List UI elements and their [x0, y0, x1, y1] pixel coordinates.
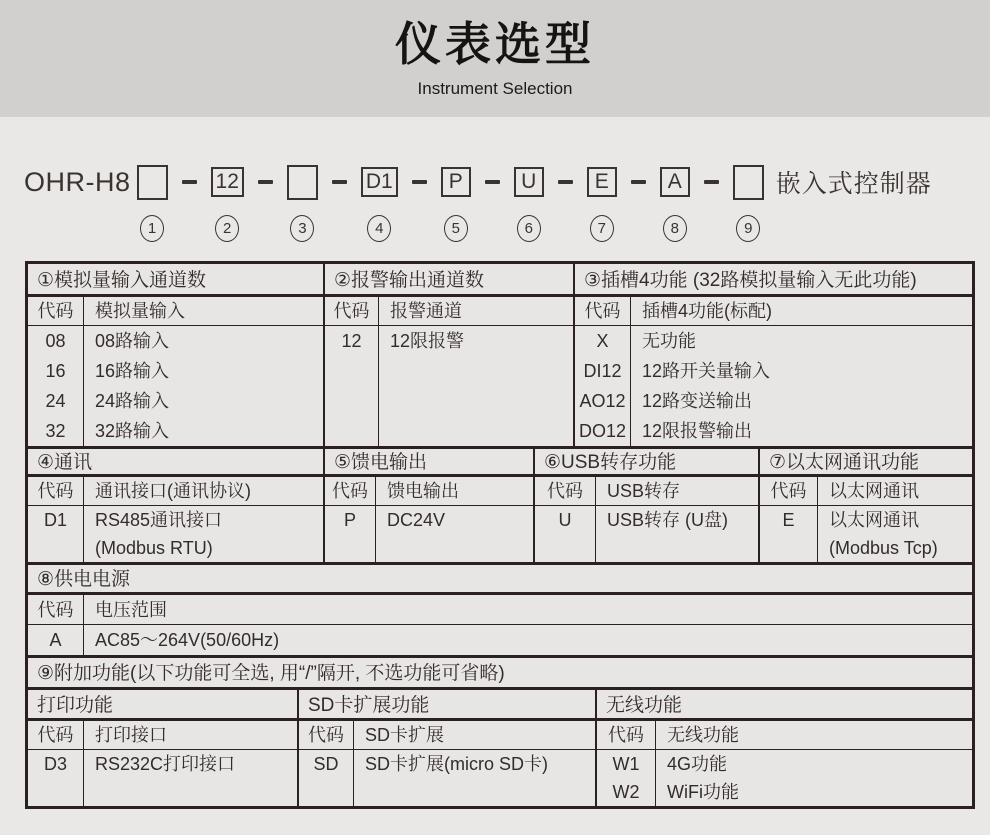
- code-cell: D1: [43, 510, 67, 530]
- circled-number-4: 4: [367, 215, 391, 242]
- desc-cell: (Modbus Tcp): [829, 538, 938, 558]
- subsection-title: 无线功能: [597, 690, 972, 721]
- circled-number-6: 6: [517, 215, 541, 242]
- selection-table: [25, 261, 975, 809]
- dash-seg: [398, 161, 441, 203]
- code-box-3: [287, 165, 318, 200]
- code-header: 代码: [575, 297, 630, 326]
- code-cell: X: [596, 331, 609, 351]
- desc-header: 模拟量输入: [84, 297, 323, 326]
- circled-number-1: 1: [140, 215, 164, 242]
- code-cell: W1: [612, 754, 640, 774]
- desc-cell: 16路输入: [95, 361, 170, 381]
- band-power-supply: [28, 562, 972, 655]
- code-cell: DO12: [578, 421, 627, 441]
- code-box-4: D1: [361, 167, 398, 197]
- dash-icon: [258, 180, 273, 184]
- model-segment-8: [660, 161, 690, 242]
- code-cell: AO12: [579, 391, 626, 411]
- code-header: 代码: [535, 477, 595, 506]
- code-cell: 08: [45, 331, 66, 351]
- section-alarm-output: [323, 264, 573, 446]
- subsection-title: SD卡扩展功能: [299, 690, 595, 721]
- desc-header: SD卡扩展: [354, 721, 595, 750]
- model-segment-2: [211, 161, 244, 242]
- code-cell: W2: [612, 782, 640, 802]
- circled-number-7: 7: [590, 215, 614, 242]
- code-cell: SD: [313, 754, 339, 774]
- desc-cell: WiFi功能: [667, 782, 739, 802]
- dash-seg: [690, 161, 733, 203]
- code-header: 代码: [299, 721, 353, 750]
- band-additional-functions: [28, 655, 972, 806]
- header-banner: [0, 0, 990, 117]
- model-segment-1: [137, 161, 168, 242]
- code-cell: U: [558, 510, 572, 530]
- dash-seg: [318, 161, 361, 203]
- desc-cell: 12路开关量输入: [642, 361, 771, 381]
- dash-icon: [182, 180, 197, 184]
- desc-header: 馈电输出: [376, 477, 533, 506]
- dash-icon: [631, 180, 646, 184]
- desc-cell: 无功能: [642, 331, 696, 351]
- code-cell: E: [782, 510, 795, 530]
- desc-cell: 12路变送输出: [642, 391, 753, 411]
- model-prefix-seg: [24, 161, 137, 203]
- model-segment-6: [514, 161, 544, 242]
- desc-header: 通讯接口(通讯协议): [84, 477, 323, 506]
- desc-cell: 32路输入: [95, 421, 170, 441]
- code-cell: A: [49, 630, 62, 650]
- dash-seg: [617, 161, 660, 203]
- section-title: ⑧供电电源: [28, 565, 972, 595]
- code-box-6: U: [514, 167, 544, 197]
- desc-cell: 12限报警输出: [642, 421, 753, 441]
- section-title: ②报警输出通道数: [325, 264, 573, 297]
- section-feed-output: [323, 449, 533, 562]
- section-title: ⑦以太网通讯功能: [760, 449, 972, 477]
- circled-number-3: 3: [290, 215, 314, 242]
- code-cell: 12: [341, 331, 362, 351]
- code-header: 代码: [760, 477, 817, 506]
- model-segment-4: [361, 161, 398, 242]
- desc-header: 插槽4功能(标配): [631, 297, 972, 326]
- subsection-title: 打印功能: [28, 690, 297, 721]
- code-header: 代码: [325, 477, 375, 506]
- code-header: 代码: [28, 477, 83, 506]
- code-box-7: E: [587, 167, 617, 197]
- desc-cell: AC85～264V(50/60Hz): [95, 630, 280, 650]
- code-cell: 16: [45, 361, 66, 381]
- dash-seg: [168, 161, 211, 203]
- desc-cell: 24路输入: [95, 391, 170, 411]
- desc-cell: DC24V: [387, 510, 446, 530]
- section-title: ⑨附加功能(以下功能可全选, 用“/”隔开, 不选功能可省略): [28, 658, 972, 690]
- model-suffix: 嵌入式控制器: [775, 170, 932, 198]
- dash-seg: [544, 161, 587, 203]
- model-segment-9: [733, 161, 764, 242]
- code-box-9: [733, 165, 764, 200]
- desc-header: 以太网通讯: [818, 477, 972, 506]
- code-box-2: 12: [211, 167, 244, 197]
- dash-icon: [558, 180, 573, 184]
- model-suffix-seg: [764, 161, 932, 203]
- code-header: 代码: [28, 595, 83, 625]
- desc-cell: 08路输入: [95, 331, 170, 351]
- model-segment-7: [587, 161, 617, 242]
- desc-header: 电压范围: [84, 595, 972, 625]
- desc-cell: (Modbus RTU): [95, 538, 213, 558]
- dash-seg: [244, 161, 287, 203]
- section-title: ①模拟量输入通道数: [28, 264, 323, 297]
- section-communication: [28, 449, 323, 562]
- code-cell: 24: [45, 391, 66, 411]
- code-cell: DI12: [583, 361, 622, 381]
- section-title: ⑥USB转存功能: [535, 449, 758, 477]
- section-title: ④通讯: [28, 449, 323, 477]
- section-analog-input: [28, 264, 323, 446]
- code-header: 代码: [597, 721, 655, 750]
- circled-number-8: 8: [663, 215, 687, 242]
- code-header: 代码: [325, 297, 378, 326]
- model-code-line: [0, 117, 990, 242]
- section-slot4: [573, 264, 972, 446]
- page-title: 仪表选型: [395, 18, 595, 70]
- dash-icon: [704, 180, 719, 184]
- desc-cell: 4G功能: [667, 754, 728, 774]
- circled-number-5: 5: [444, 215, 468, 242]
- dash-icon: [412, 180, 427, 184]
- code-box-1: [137, 165, 168, 200]
- section-sd-card: [297, 690, 595, 806]
- code-header: 代码: [28, 721, 83, 750]
- code-cell: D3: [43, 754, 67, 774]
- desc-header: 无线功能: [656, 721, 972, 750]
- desc-cell: RS485通讯接口: [95, 510, 223, 530]
- band-analog-alarm-slot: [28, 264, 972, 446]
- section-title: ⑤馈电输出: [325, 449, 533, 477]
- section-usb-transfer: [533, 449, 758, 562]
- circled-number-2: 2: [215, 215, 239, 242]
- section-print: [28, 690, 297, 806]
- section-wireless: [595, 690, 972, 806]
- desc-header: 打印接口: [84, 721, 297, 750]
- desc-cell: USB转存 (U盘): [607, 510, 728, 530]
- model-segment-3: [287, 161, 318, 242]
- dash-seg: [471, 161, 514, 203]
- code-box-8: A: [660, 167, 690, 197]
- dash-icon: [332, 180, 347, 184]
- desc-cell: 以太网通讯: [829, 510, 919, 530]
- desc-header: USB转存: [596, 477, 758, 506]
- model-segment-5: [441, 161, 471, 242]
- section-power-supply: [28, 565, 972, 655]
- desc-cell: RS232C打印接口: [95, 754, 236, 774]
- code-cell: P: [343, 510, 356, 530]
- code-header: 代码: [28, 297, 83, 326]
- desc-header: 报警通道: [379, 297, 573, 326]
- section-ethernet: [758, 449, 972, 562]
- page-subtitle: Instrument Selection: [417, 79, 573, 98]
- desc-cell: SD卡扩展(micro SD卡): [365, 754, 548, 774]
- section-title: ③插槽4功能 (32路模拟量输入无此功能): [575, 264, 972, 297]
- dash-icon: [485, 180, 500, 184]
- circled-number-9: 9: [736, 215, 760, 242]
- model-prefix: OHR-H8: [24, 166, 131, 197]
- band-comm-power-usb-eth: [28, 446, 972, 562]
- code-box-5: P: [441, 167, 471, 197]
- desc-cell: 12限报警: [390, 331, 465, 351]
- code-cell: 32: [45, 421, 66, 441]
